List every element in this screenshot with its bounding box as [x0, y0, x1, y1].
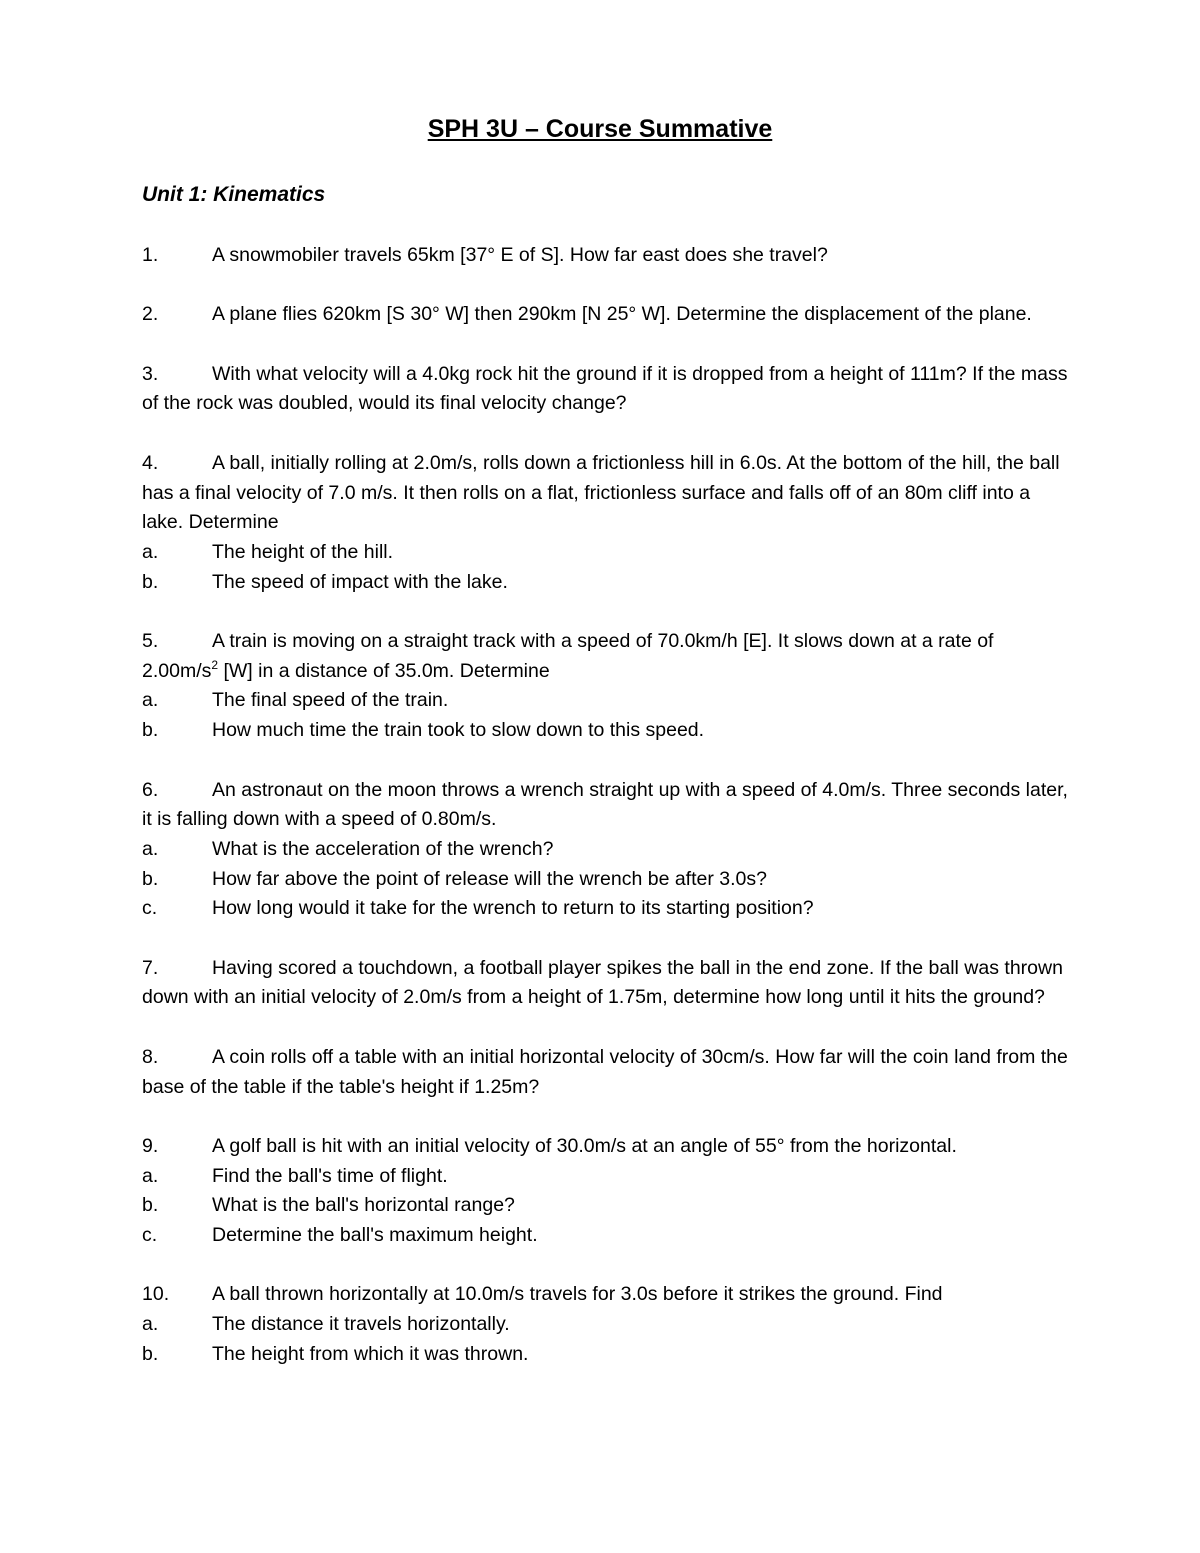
subpart-b	[142, 865, 1072, 895]
question-text: A ball thrown horizontally at 10.0m/s travels for 3.0s before it strikes the ground. Find	[212, 1283, 943, 1306]
question-number: 6.	[142, 778, 159, 801]
question-2	[142, 300, 1072, 330]
question-text: A golf ball is hit with an initial velocity of 30.0m/s at an angle of 55° from the horizontal.	[212, 1134, 957, 1157]
question-text: A train is moving on a straight track with a speed of 70.0km/h [E]. It slows down at a rate of 2.00m/s	[142, 630, 994, 682]
subpart-text: Determine the ball's maximum height.	[212, 1224, 538, 1247]
question-1	[142, 241, 1072, 271]
subpart-letter: a.	[142, 1164, 159, 1187]
question-list	[142, 241, 1072, 1399]
superscript: 2	[211, 657, 219, 672]
question-6	[142, 776, 1072, 925]
subpart-b	[142, 568, 1072, 598]
subpart-text: What is the ball's horizontal range?	[212, 1194, 515, 1217]
question-number: 4.	[142, 451, 159, 474]
question-3	[142, 360, 1072, 419]
question-4	[142, 449, 1072, 598]
subpart-text: The height from which it was thrown.	[212, 1342, 529, 1365]
question-number: 3.	[142, 362, 159, 385]
question-number: 9.	[142, 1134, 159, 1157]
subpart-text: The height of the hill.	[212, 540, 394, 563]
subpart-text: How long would it take for the wrench to return to its starting position?	[212, 897, 814, 920]
subpart-letter: b.	[142, 867, 159, 890]
question-text: An astronaut on the moon throws a wrench straight up with a speed of 4.0m/s. Three seconds later, it is falling down with a speed of 0.80m/s.	[142, 778, 1068, 831]
question-text: A plane flies 620km [S 30° W] then 290km [N 25° W]. Determine the displacement of the plane.	[212, 303, 1032, 326]
question-7	[142, 954, 1072, 1013]
subpart-letter: b.	[142, 1342, 159, 1365]
subpart-letter: b.	[142, 719, 159, 742]
subpart-letter: c.	[142, 897, 158, 920]
subpart-letter: c.	[142, 1224, 158, 1247]
subpart-a	[142, 538, 1072, 568]
subpart-letter: a.	[142, 837, 159, 860]
question-number: 8.	[142, 1045, 159, 1068]
question-text: A snowmobiler travels 65km [37° E of S]. How far east does she travel?	[212, 244, 828, 266]
subpart-b	[142, 716, 1072, 746]
question-8	[142, 1043, 1072, 1102]
question-number: 2.	[142, 303, 159, 326]
question-text: With what velocity will a 4.0kg rock hit the ground if it is dropped from a height of 111m? If the mass of the rock was doubled, would its final velocity change?	[142, 362, 1068, 415]
question-9	[142, 1132, 1072, 1251]
subpart-letter: a.	[142, 1313, 159, 1336]
subpart-text: How far above the point of release will the wrench be after 3.0s?	[212, 867, 767, 890]
subpart-b	[142, 1340, 1072, 1370]
subpart-text: What is the acceleration of the wrench?	[212, 837, 554, 860]
subpart-a	[142, 1162, 1072, 1192]
subpart-text: The distance it travels horizontally.	[212, 1313, 510, 1336]
unit-heading: Unit 1: Kinematics	[142, 183, 326, 206]
question-5	[142, 627, 1072, 746]
page-title: SPH 3U – Course Summative	[427, 115, 773, 143]
subpart-a	[142, 835, 1072, 865]
subpart-c	[142, 1221, 1072, 1251]
question-number: 5.	[142, 630, 159, 653]
question-text: Having scored a touchdown, a football player spikes the ball in the end zone. If the ball was thrown down with an initial velocity of 2.0m/s from a height of 1.75m, determine how long until it hits the ground?	[142, 956, 1063, 1009]
subpart-a	[142, 686, 1072, 716]
subpart-text: The speed of impact with the lake.	[212, 570, 508, 593]
subpart-b	[142, 1191, 1072, 1221]
question-10	[142, 1280, 1072, 1369]
question-text: A ball, initially rolling at 2.0m/s, rolls down a frictionless hill in 6.0s. At the bottom of the hill, the ball has a final velocity of 7.0 m/s. It then rolls on a flat, frictionless surface and falls off of an 80m cliff into a lake. Determine	[142, 451, 1060, 534]
subpart-letter: a.	[142, 689, 159, 712]
subpart-text: Find the ball's time of flight.	[212, 1164, 448, 1187]
question-number: 1.	[142, 244, 159, 266]
subpart-a	[142, 1310, 1072, 1340]
question-number: 10.	[142, 1283, 170, 1306]
subpart-letter: a.	[142, 540, 159, 563]
subpart-c	[142, 894, 1072, 924]
question-number: 7.	[142, 956, 159, 979]
subpart-text: The final speed of the train.	[212, 689, 449, 712]
subpart-letter: b.	[142, 570, 159, 593]
question-text-continued: [W] in a distance of 35.0m. Determine	[218, 659, 550, 682]
subpart-text: How much time the train took to slow down to this speed.	[212, 719, 705, 742]
question-text: A coin rolls off a table with an initial horizontal velocity of 30cm/s. How far will the coin land from the base of the table if the table's height if 1.25m?	[142, 1045, 1068, 1098]
subpart-letter: b.	[142, 1194, 159, 1217]
